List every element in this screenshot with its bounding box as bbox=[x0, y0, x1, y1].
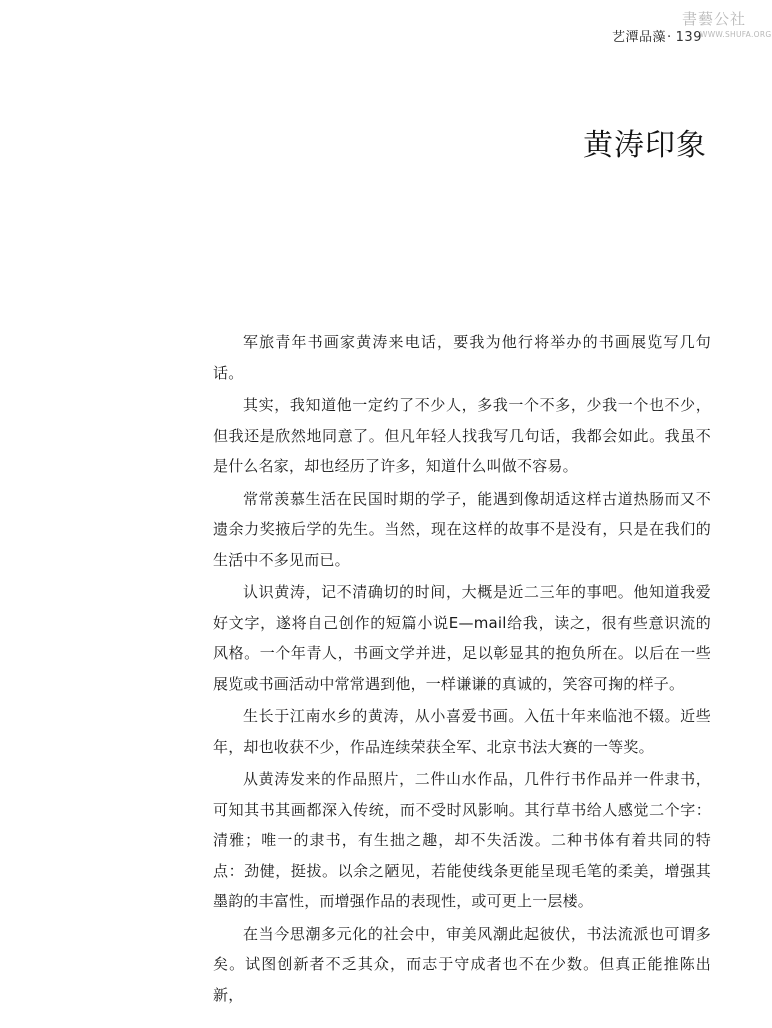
header-separator: · bbox=[667, 30, 672, 45]
paragraph: 军旅青年书画家黄涛来电话，要我为他行将举办的书画展览写几句话。 bbox=[213, 333, 711, 382]
article-title: 黄涛印象 bbox=[583, 128, 707, 163]
paragraph: 在当今思潮多元化的社会中，审美风潮此起彼伏，书法流派也可谓多矣。试图创新者不乏其众，而志于守成者也不在少数。但真正能推陈出新， bbox=[213, 924, 711, 1004]
paragraph: 从黄涛发来的作品照片，二件山水作品，几件行书作品并一件隶书，可知其书其画都深入传统，而不受时风影响。其行草书给人感觉二个字：清雅；唯一的隶书，有生拙之趣，却不失活泼。二种书体有着共同的特点：劲健，挺拔。以余之陋见，若能使线条更能呈现毛笔的柔美，增强其墨韵的丰富性，而增强作品的表现性，或可更上一层楼。 bbox=[213, 770, 711, 910]
watermark-seal bbox=[675, 6, 772, 45]
watermark-seal-text: 書藝公社 bbox=[682, 10, 747, 28]
page-number: 139 bbox=[675, 30, 702, 45]
paragraph: 认识黄涛，记不清确切的时间，大概是近二三年的事吧。他知道我爱好文字，遂将自己创作的短篇小说E—mail给我，读之，很有些意识流的风格。一个年青人，书画文学并进，足以彰显其的抱负所在。以后在一些展览或书画活动中常常遇到他，一样谦谦的真诚的，笑容可掬的样子。 bbox=[213, 583, 711, 693]
paragraph: 生长于江南水乡的黄涛，从小喜爱书画。入伍十年来临池不辍。近些年，却也收获不少，作品连续荣获全军、北京书法大赛的一等奖。 bbox=[213, 707, 711, 756]
paragraph: 其实，我知道他一定约了不少人，多我一个不多，少我一个也不少，但我还是欣然地同意了。但凡年轻人找我写几句话，我都会如此。我虽不是什么名家，却也经历了许多，知道什么叫做不容易。 bbox=[213, 396, 711, 475]
watermark-url: WWW.SHUFA.ORG bbox=[700, 30, 772, 39]
book-title: 艺潭品藻 bbox=[612, 30, 667, 45]
paragraph: 常常羡慕生活在民国时期的学子，能遇到像胡适这样古道热肠而又不遗余力奖掖后学的先生。当然，现在这样的故事不是没有，只是在我们的生活中不多见而已。 bbox=[213, 489, 711, 569]
article-body bbox=[213, 327, 711, 1012]
